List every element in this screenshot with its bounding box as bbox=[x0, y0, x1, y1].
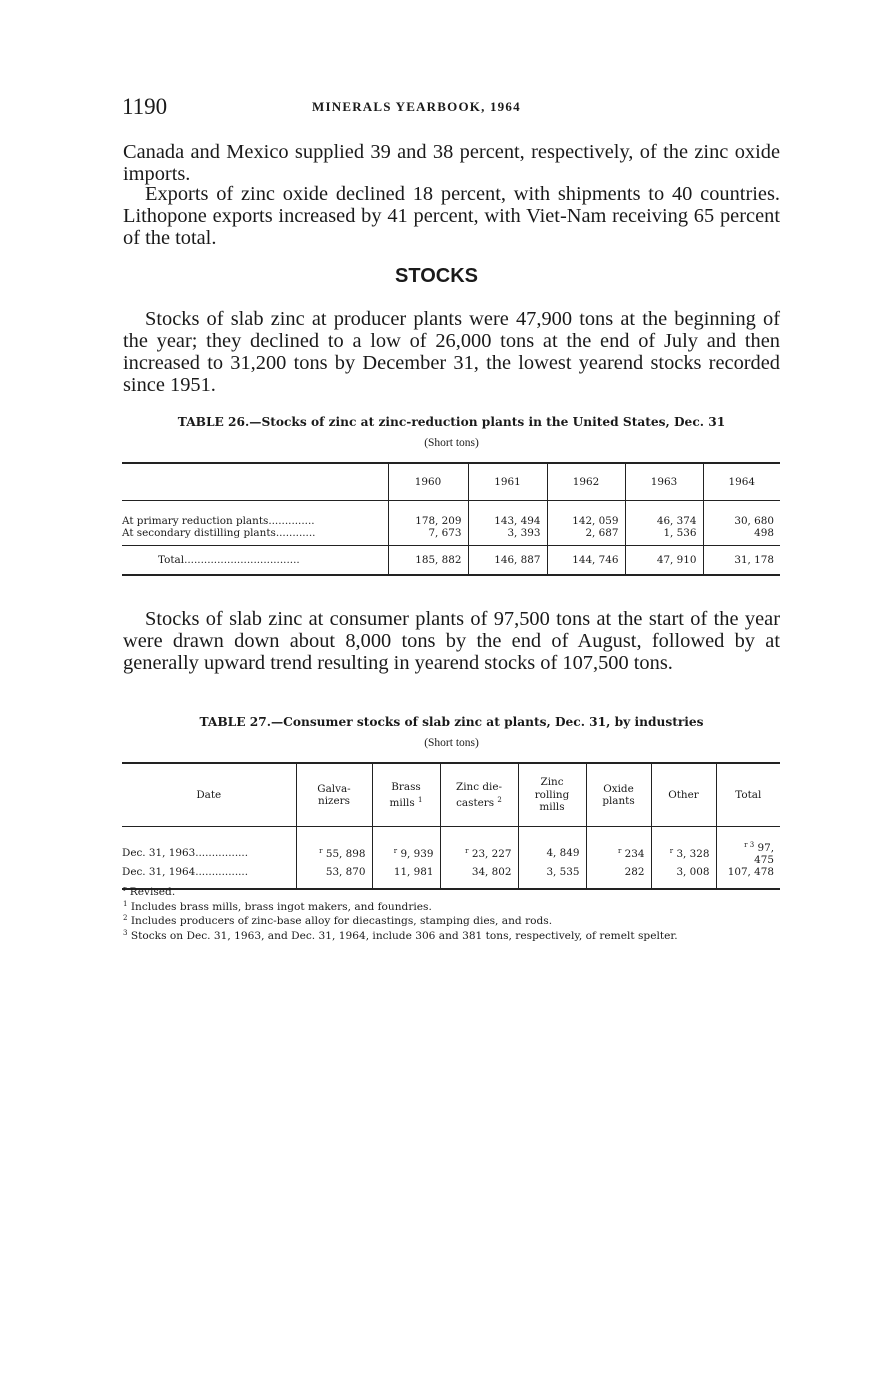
cell-value: 146, 887 bbox=[468, 546, 547, 576]
cell-value: 46, 374 bbox=[625, 501, 703, 528]
revised-mark: r bbox=[617, 847, 622, 855]
table27-header-total bbox=[716, 763, 780, 827]
footnote bbox=[123, 899, 783, 914]
table26-header-1960: 1960 bbox=[388, 463, 468, 501]
table27-header-row bbox=[122, 763, 780, 827]
header-text: Other bbox=[668, 788, 699, 801]
total-label-text: Total bbox=[158, 554, 185, 566]
cell-value: 282 bbox=[586, 866, 651, 889]
cell-value bbox=[296, 827, 372, 867]
cell-value: 34, 802 bbox=[440, 866, 518, 889]
cell-value: 178, 209 bbox=[388, 501, 468, 528]
cell-value: 31, 178 bbox=[703, 546, 780, 576]
leader-dots: ................ bbox=[195, 846, 249, 859]
cell-value bbox=[372, 827, 440, 867]
row-label bbox=[122, 527, 388, 546]
cell-value: 3, 008 bbox=[651, 866, 716, 889]
page-number: 1190 bbox=[122, 94, 168, 119]
footnote-ref: 2 bbox=[497, 795, 502, 804]
table26-header-row bbox=[122, 463, 780, 501]
table26-unit: (Short tons) bbox=[424, 437, 479, 449]
revised-mark: r bbox=[319, 847, 323, 855]
footnote-mark: r bbox=[123, 885, 127, 893]
cell-value: 53, 870 bbox=[296, 866, 372, 889]
footnotes bbox=[123, 884, 783, 942]
cell-value: 185, 882 bbox=[388, 546, 468, 576]
header-text: nizers bbox=[318, 795, 350, 807]
header-text: casters bbox=[456, 796, 495, 809]
table-total-row bbox=[122, 546, 780, 576]
table-row bbox=[122, 501, 780, 528]
table27-header-diecasters bbox=[440, 763, 518, 827]
row-label bbox=[122, 827, 296, 867]
paragraph-zinc-oxide-exports: Exports of zinc oxide declined 18 percent, with shipments to 40 countries. Lithopone exports increased by 41 percent, with Viet-Nam receiving 65 percent of the total. bbox=[123, 183, 780, 249]
header-text: Galva- bbox=[317, 782, 351, 795]
leader-dots: ............ bbox=[275, 527, 316, 539]
header-text: rolling bbox=[534, 788, 570, 801]
cell-value: 143, 494 bbox=[468, 501, 547, 528]
cell-text: 9, 939 bbox=[400, 848, 434, 860]
table27-header-oxide-plants bbox=[586, 763, 651, 827]
footnote bbox=[123, 928, 783, 943]
cell-value: 3, 393 bbox=[468, 527, 547, 546]
footnote-ref: 1 bbox=[418, 795, 423, 804]
header-text: Oxide bbox=[603, 782, 634, 795]
header-text: mills bbox=[539, 801, 565, 814]
paragraph-producer-stocks: Stocks of slab zinc at producer plants were 47,900 tons at the beginning of the year; they declined to a low of 26,000 tons at the end of July and then increased to 31,200 tons by December 31, the lowest yearend stocks recorded since 1951. bbox=[123, 308, 780, 396]
leader-dots: ................................... bbox=[184, 554, 300, 566]
table27-header-galvanizers bbox=[296, 763, 372, 827]
cell-text: 97, 475 bbox=[754, 842, 774, 866]
table-row bbox=[122, 827, 780, 867]
header-text: Brass bbox=[391, 781, 421, 793]
footnote-text: Includes brass mills, brass ingot makers, and foundries. bbox=[130, 900, 432, 913]
table27-header-other bbox=[651, 763, 716, 827]
cell-value: 2, 687 bbox=[547, 527, 625, 546]
cell-text: 55, 898 bbox=[325, 848, 366, 860]
footnote-mark: 1 bbox=[123, 899, 128, 908]
table26-header-1961: 1961 bbox=[468, 463, 547, 501]
table27-title: TABLE 27.—Consumer stocks of slab zinc at plants, Dec. 31, by industries bbox=[199, 715, 704, 729]
footnote bbox=[123, 913, 783, 928]
footnote-mark: 2 bbox=[123, 914, 128, 922]
cell-text: 23, 227 bbox=[471, 848, 512, 860]
cell-value: 107, 478 bbox=[716, 866, 780, 889]
cell-value bbox=[651, 827, 716, 867]
table26-header-1963: 1963 bbox=[625, 463, 703, 501]
cell-value: 47, 910 bbox=[625, 546, 703, 576]
footnote-text: Includes producers of zinc-base alloy for diecastings, stamping dies, and rods. bbox=[130, 915, 553, 927]
header-text: mills bbox=[389, 796, 415, 809]
cell-text: 3, 328 bbox=[676, 848, 710, 860]
paragraph-consumer-stocks: Stocks of slab zinc at consumer plants of 97,500 tons at the start of the year were drawn down about 8,000 tons by the end of August, followed by at generally upward trend resulting in yearend stocks of 107,500 tons. bbox=[123, 608, 780, 674]
cell-value: 144, 746 bbox=[547, 546, 625, 576]
table26-header-1964: 1964 bbox=[703, 463, 780, 501]
cell-value bbox=[440, 827, 518, 867]
row-label-text: Dec. 31, 1964 bbox=[122, 866, 196, 878]
table27-header-date bbox=[122, 763, 296, 827]
cell-value: 498 bbox=[703, 527, 780, 546]
section-heading-stocks: STOCKS bbox=[395, 265, 478, 287]
table26-header-1962: 1962 bbox=[547, 463, 625, 501]
footnote-text: Stocks on Dec. 31, 1963, and Dec. 31, 1964, include 306 and 381 tons, respectively, of remelt spelter. bbox=[130, 929, 678, 942]
header-text: Zinc die- bbox=[456, 781, 502, 793]
cell-value bbox=[586, 827, 651, 867]
cell-value: 11, 981 bbox=[372, 866, 440, 889]
row-label bbox=[122, 501, 388, 528]
paragraph-zinc-oxide-imports: Canada and Mexico supplied 39 and 38 percent, respectively, of the zinc oxide imports. bbox=[123, 141, 780, 185]
cell-value bbox=[518, 827, 586, 867]
footnote bbox=[123, 884, 783, 899]
cell-value: 30, 680 bbox=[703, 501, 780, 528]
header-text: Total bbox=[735, 788, 762, 801]
footnote-text: Revised. bbox=[129, 886, 176, 898]
cell-value: 142, 059 bbox=[547, 501, 625, 528]
cell-value: 1, 536 bbox=[625, 527, 703, 546]
row-label-text: At secondary distilling plants bbox=[122, 527, 276, 539]
revised-mark: r 3 bbox=[744, 841, 755, 849]
revised-mark: r bbox=[393, 847, 398, 855]
table27-header-brass-mills bbox=[372, 763, 440, 827]
table26-title: TABLE 26.—Stocks of zinc at zinc-reduction plants in the United States, Dec. 31 bbox=[177, 415, 726, 429]
revised-mark: r bbox=[669, 847, 674, 855]
row-label-text: At primary reduction plants bbox=[122, 515, 269, 527]
table27-header-rolling-mills bbox=[518, 763, 586, 827]
footnote-mark: 3 bbox=[123, 928, 128, 937]
cell-value bbox=[716, 827, 780, 867]
header-text: Date bbox=[196, 788, 222, 801]
page-header bbox=[122, 94, 780, 118]
table27-unit: (Short tons) bbox=[424, 737, 479, 749]
running-title: MINERALS YEARBOOK, 1964 bbox=[312, 99, 521, 114]
cell-text: 4, 849 bbox=[546, 846, 580, 859]
table27 bbox=[122, 762, 780, 890]
table26-header-blank bbox=[122, 463, 388, 501]
cell-value: 3, 535 bbox=[518, 866, 586, 889]
revised-mark: r bbox=[465, 847, 469, 855]
cell-text: 234 bbox=[624, 848, 645, 860]
row-label-text: Dec. 31, 1963 bbox=[122, 846, 196, 859]
table-row bbox=[122, 527, 780, 546]
cell-value: 7, 673 bbox=[388, 527, 468, 546]
row-label bbox=[122, 546, 388, 576]
leader-dots: ................ bbox=[195, 866, 249, 878]
table26 bbox=[122, 462, 780, 576]
header-text: plants bbox=[602, 795, 635, 807]
header-text: Zinc bbox=[540, 776, 564, 789]
leader-dots: .............. bbox=[268, 515, 315, 527]
